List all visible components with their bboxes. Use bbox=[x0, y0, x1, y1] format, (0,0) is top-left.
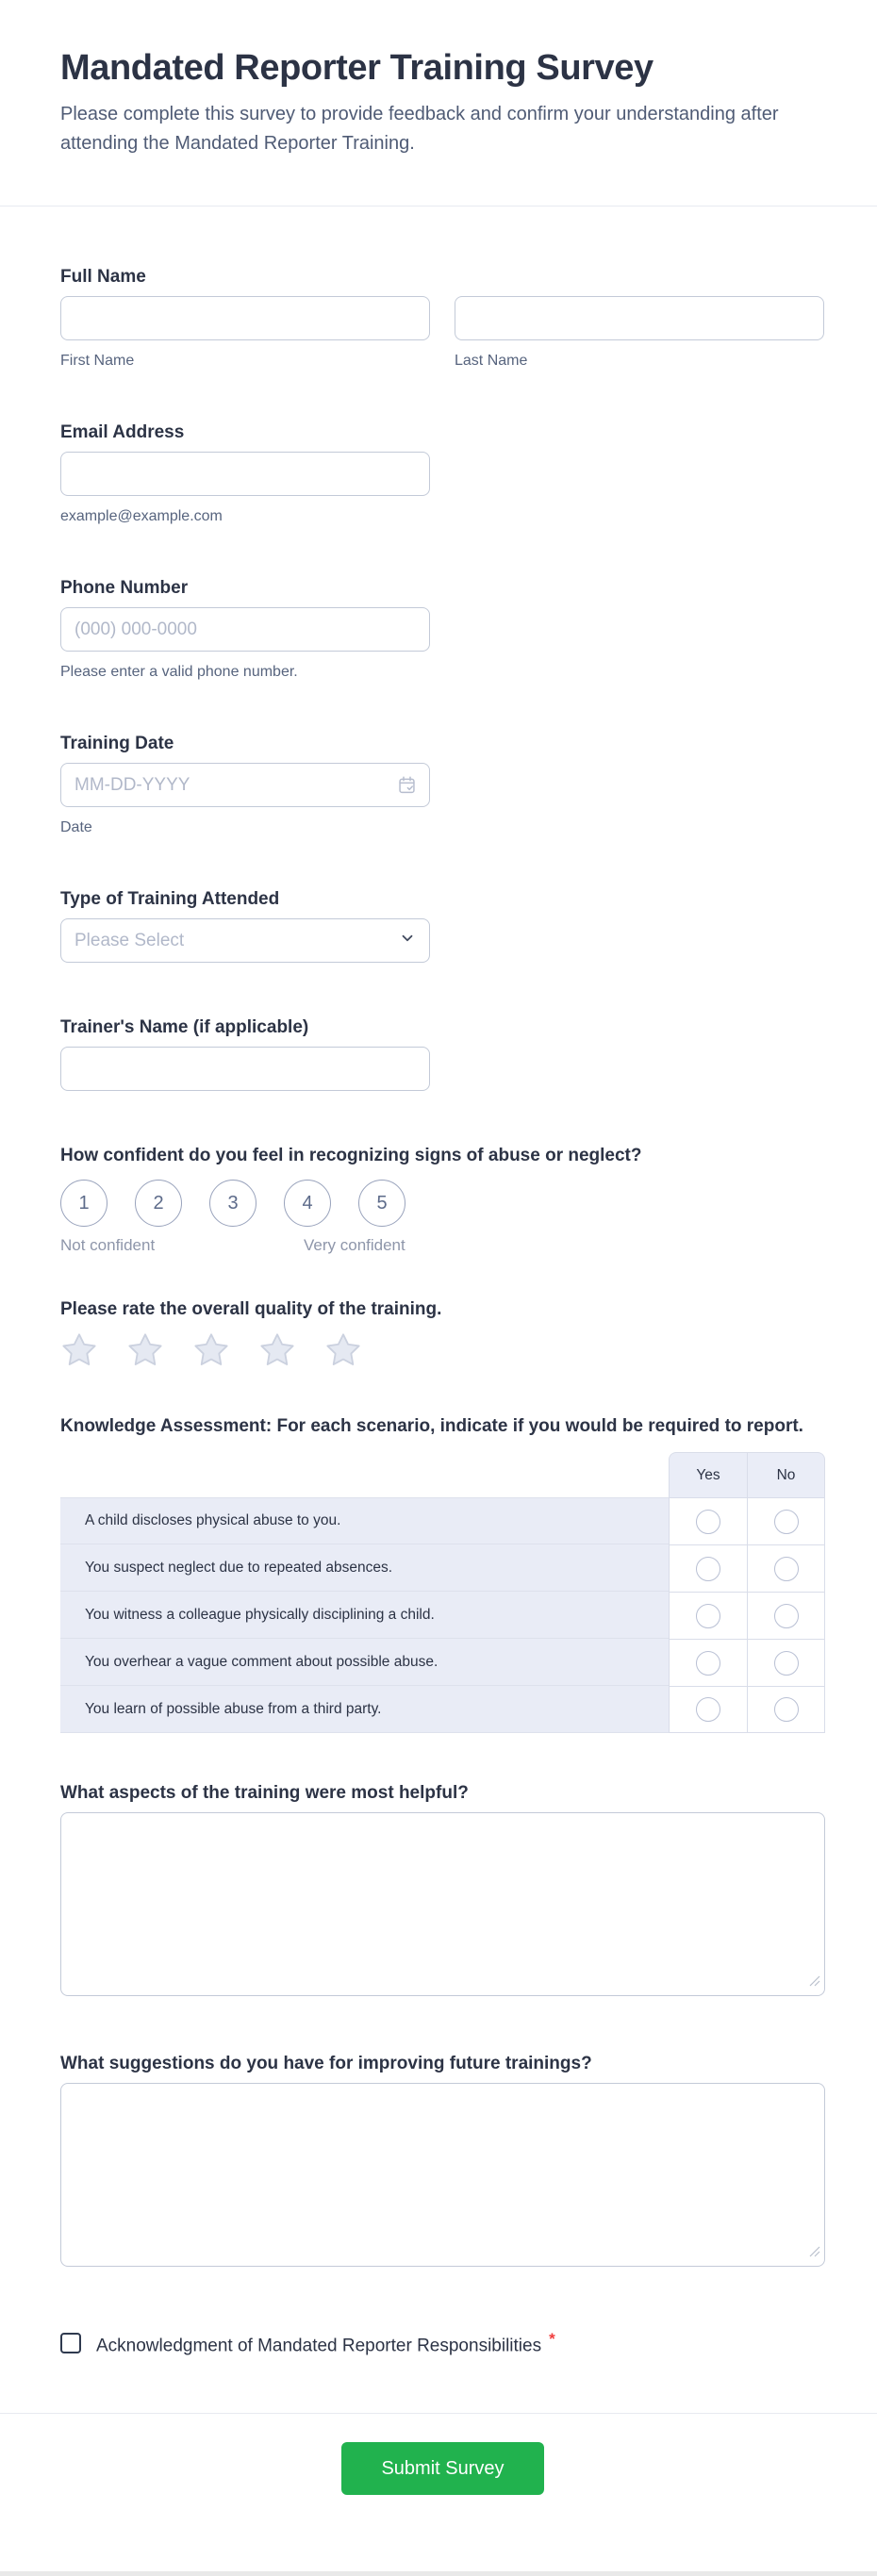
row-label: A child discloses physical abuse to you. bbox=[60, 1497, 669, 1544]
trainer-name-input[interactable] bbox=[60, 1047, 430, 1091]
table-row bbox=[60, 1544, 825, 1592]
knowledge-table-header bbox=[60, 1452, 825, 1497]
submit-button[interactable]: Submit Survey bbox=[341, 2442, 543, 2495]
scale-option-1[interactable]: 1 bbox=[60, 1180, 108, 1227]
knowledge-table bbox=[60, 1452, 825, 1733]
first-name-sublabel: First Name bbox=[60, 353, 135, 369]
column-header-yes: Yes bbox=[669, 1452, 747, 1497]
field-email bbox=[60, 422, 825, 525]
row-label: You witness a colleague physically disciplining a child. bbox=[60, 1592, 669, 1639]
radio-no-row-1[interactable] bbox=[774, 1510, 799, 1534]
radio-yes-row-1[interactable] bbox=[696, 1510, 720, 1534]
table-row bbox=[60, 1497, 825, 1544]
quality-rating-label: Please rate the overall quality of the training. bbox=[60, 1299, 442, 1319]
email-field[interactable] bbox=[60, 452, 430, 496]
training-date-label: Training Date bbox=[60, 734, 174, 753]
email-sublabel: example@example.com bbox=[60, 508, 223, 524]
row-label: You learn of possible abuse from a third party. bbox=[60, 1686, 669, 1733]
full-name-label: Full Name bbox=[60, 267, 146, 287]
phone-label: Phone Number bbox=[60, 578, 189, 598]
radio-yes-row-4[interactable] bbox=[696, 1651, 720, 1676]
field-training-type bbox=[60, 889, 825, 963]
training-date-input[interactable] bbox=[60, 763, 430, 807]
radio-no-row-3[interactable] bbox=[774, 1604, 799, 1628]
submit-section bbox=[60, 2442, 825, 2495]
training-type-label: Type of Training Attended bbox=[60, 889, 280, 909]
form-header bbox=[0, 0, 877, 158]
acknowledgment-label: Acknowledgment of Mandated Reporter Responsibilities * bbox=[96, 2330, 555, 2356]
resize-handle-icon[interactable] bbox=[809, 1974, 820, 1991]
first-name-input[interactable] bbox=[60, 296, 430, 340]
training-date-sublabel: Date bbox=[60, 819, 92, 835]
table-row bbox=[60, 1686, 825, 1733]
scale-option-4[interactable]: 4 bbox=[284, 1180, 331, 1227]
scale-min-label: Not confident bbox=[60, 1236, 156, 1254]
form-body bbox=[0, 206, 877, 2495]
training-type-selected-value: Please Select bbox=[74, 930, 185, 950]
field-knowledge-assessment bbox=[60, 1413, 825, 1733]
radio-yes-row-2[interactable] bbox=[696, 1557, 720, 1581]
training-type-select[interactable] bbox=[60, 918, 430, 963]
helpful-aspects-label: What aspects of the training were most helpful? bbox=[60, 1783, 469, 1803]
radio-yes-row-3[interactable] bbox=[696, 1604, 720, 1628]
row-label: You suspect neglect due to repeated absences. bbox=[60, 1544, 669, 1592]
radio-yes-row-5[interactable] bbox=[696, 1697, 720, 1722]
star-rating bbox=[60, 1331, 825, 1374]
star-icon-4[interactable] bbox=[258, 1331, 296, 1374]
star-icon-5[interactable] bbox=[324, 1331, 362, 1374]
confidence-question-label: How confident do you feel in recognizing signs of abuse or neglect? bbox=[60, 1146, 642, 1165]
knowledge-assessment-label: Knowledge Assessment: For each scenario, indicate if you would be required to report. bbox=[60, 1416, 803, 1436]
star-icon-2[interactable] bbox=[126, 1331, 164, 1374]
phone-sublabel: Please enter a valid phone number. bbox=[60, 664, 298, 680]
resize-handle-icon[interactable] bbox=[809, 2245, 820, 2262]
table-row bbox=[60, 1592, 825, 1639]
chevron-down-icon bbox=[399, 930, 416, 951]
field-suggestions bbox=[60, 2054, 825, 2267]
field-training-date bbox=[60, 734, 825, 836]
page-bottom-strip bbox=[0, 2571, 877, 2576]
star-icon-1[interactable] bbox=[60, 1331, 98, 1374]
field-acknowledgment bbox=[60, 2330, 825, 2356]
scale-option-5[interactable]: 5 bbox=[358, 1180, 405, 1227]
acknowledgment-checkbox[interactable] bbox=[60, 2333, 81, 2353]
last-name-input[interactable] bbox=[455, 296, 824, 340]
helpful-aspects-textarea[interactable] bbox=[60, 1812, 825, 1996]
email-label: Email Address bbox=[60, 422, 185, 442]
column-header-no: No bbox=[747, 1452, 825, 1497]
scale-option-3[interactable]: 3 bbox=[209, 1180, 256, 1227]
page-subtitle: Please complete this survey to provide feedback and confirm your understanding after attending the Mandated Reporter Training. bbox=[60, 104, 779, 154]
suggestions-textarea[interactable] bbox=[60, 2083, 825, 2267]
calendar-icon[interactable] bbox=[397, 775, 417, 800]
radio-no-row-2[interactable] bbox=[774, 1557, 799, 1581]
star-icon-3[interactable] bbox=[192, 1331, 230, 1374]
field-full-name bbox=[60, 267, 825, 370]
field-trainer-name bbox=[60, 1017, 825, 1091]
scale-option-2[interactable]: 2 bbox=[135, 1180, 182, 1227]
field-confidence-scale bbox=[60, 1146, 825, 1254]
phone-input[interactable] bbox=[60, 607, 430, 652]
last-name-sublabel: Last Name bbox=[455, 353, 528, 369]
footer-divider bbox=[0, 2413, 877, 2414]
required-asterisk: * bbox=[549, 2330, 555, 2348]
confidence-scale bbox=[60, 1180, 825, 1227]
table-row bbox=[60, 1639, 825, 1686]
radio-no-row-4[interactable] bbox=[774, 1651, 799, 1676]
suggestions-label: What suggestions do you have for improving future trainings? bbox=[60, 2054, 592, 2073]
field-quality-rating bbox=[60, 1299, 825, 1374]
trainer-name-label: Trainer's Name (if applicable) bbox=[60, 1017, 309, 1037]
scale-max-label: Very confident bbox=[304, 1236, 405, 1254]
field-phone bbox=[60, 578, 825, 681]
radio-no-row-5[interactable] bbox=[774, 1697, 799, 1722]
field-helpful-aspects bbox=[60, 1783, 825, 1996]
page-title: Mandated Reporter Training Survey bbox=[60, 48, 654, 88]
row-label: You overhear a vague comment about possible abuse. bbox=[60, 1639, 669, 1686]
